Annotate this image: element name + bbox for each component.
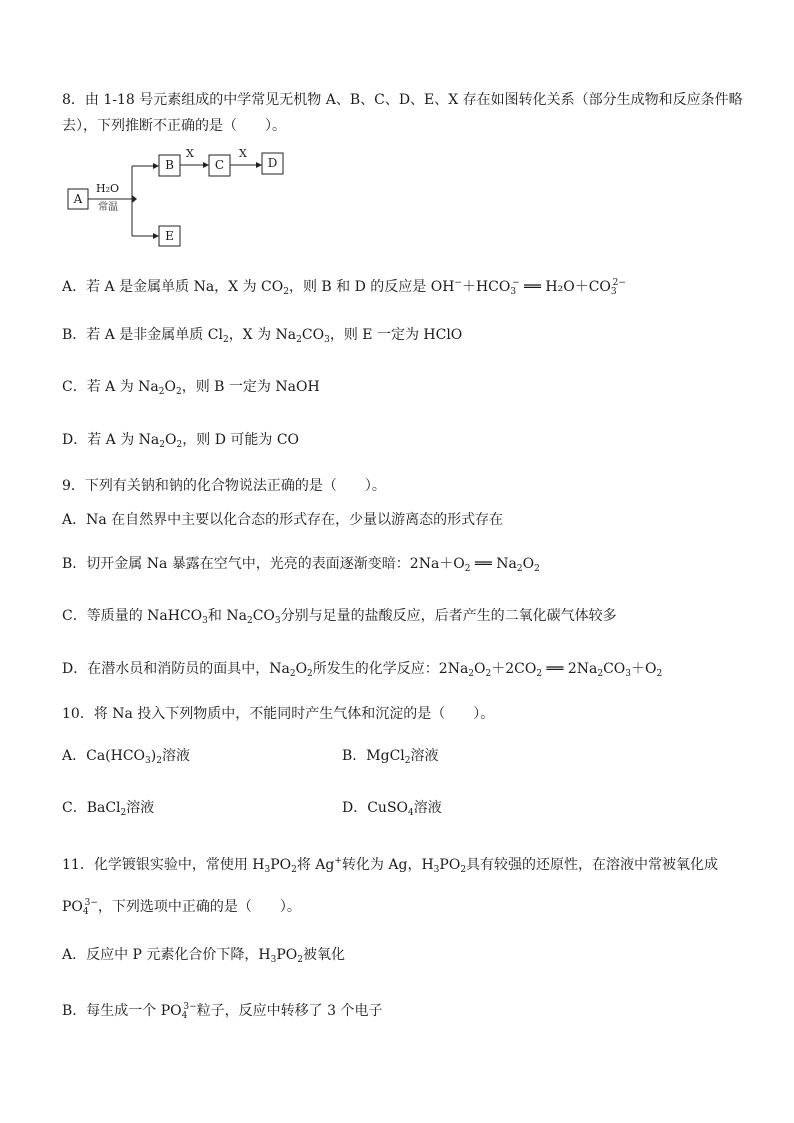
arrow-condition-top: H₂O [96, 182, 120, 195]
q8-stem-line1: 8．由 1-18 号元素组成的中学常见无机物 A、B、C、D、E、X 存在如图转化关系（部分生成物和反应条件略 [62, 92, 743, 108]
q11-stem-line2: $PO_4^{3-}$，下列选项中正确的是（ ）。 [62, 898, 301, 917]
q8-option-d: D．若 A 为 $Na_2O_2$，则 D 可能为 CO [62, 432, 300, 450]
q10-option-b: B．MgCl$_2$溶液 [342, 748, 439, 766]
q9-stem: 9．下列有关钠和钠的化合物说法正确的是（ ）。 [62, 478, 386, 494]
q9-option-a: A．Na 在自然界中主要以化合态的形式存在，少量以游离态的形式存在 [62, 512, 504, 528]
q8-option-c: C．若 A 为 $Na_2O_2$，则 B 一定为 NaOH [62, 379, 320, 397]
box-e-label: E [165, 229, 174, 243]
q10-option-a: A．$Ca(HCO_3)_2$溶液 [62, 748, 190, 766]
q8-stem-line2: 去），下列推断不正确的是（ ）。 [62, 118, 286, 134]
q9-option-c: C．等质量的 NaHCO$_3$和 $Na_2CO_3$分别与足量的盐酸反应，后者产生的二氧化碳气体较多 [62, 608, 617, 626]
q10-option-c: C．BaCl$_2$溶液 [62, 800, 155, 818]
arrowhead-a [132, 195, 137, 203]
arrow-x-label-1: X [186, 147, 194, 160]
q8-option-a: A．若 A 是金属单质 Na，X 为 $CO_2$，则 B 和 D 的反应是 $OH^-+HCO_3^-$ ══ $H_2O+CO_3^{2-}$ [62, 278, 626, 297]
q8-transformation-diagram [0, 0, 794, 260]
q9-option-d: D．在潜水员和消防员的面具中，$Na_2O_2$所发生的化学反应：$2Na_2O_2+2CO_2$ ══ $2Na_2CO_3+O_2$ [62, 661, 663, 679]
arrow-condition-bottom: 常温 [98, 202, 118, 213]
box-b-label: B [165, 158, 174, 172]
q10-stem: 10．将 Na 投入下列物质中，不能同时产生气体和沉淀的是（ ）。 [62, 706, 495, 722]
box-d-label: D [267, 156, 278, 170]
box-c-label: C [214, 158, 225, 172]
q11-option-a: A．反应中 P 元素化合价下降，$H_3PO_2$被氧化 [62, 947, 346, 965]
q8-option-b: B．若 A 是非金属单质 $Cl_2$，X 为 $Na_2CO_3$，则 E 一定为 HClO [62, 327, 463, 345]
q11-option-b: B．每生成一个 $PO_4^{3-}$粒子，反应中转移了 3 个电子 [62, 1002, 383, 1021]
box-a-label: A [73, 192, 83, 206]
q11-stem-line1: 11．化学镀银实验中，常使用 $H_3PO_2$将 Ag+转化为 Ag，$H_3PO_2$具有较强的还原性，在溶液中常被氧化成 [62, 856, 719, 875]
arrow-x-label-2: X [239, 147, 247, 160]
q9-option-b: B．切开金属 Na 暴露在空气中，光亮的表面逐渐变暗：$2Na+O_2$ ══ $Na_2O_2$ [62, 556, 540, 574]
q10-option-d: D．CuSO$_4$溶液 [342, 800, 442, 818]
